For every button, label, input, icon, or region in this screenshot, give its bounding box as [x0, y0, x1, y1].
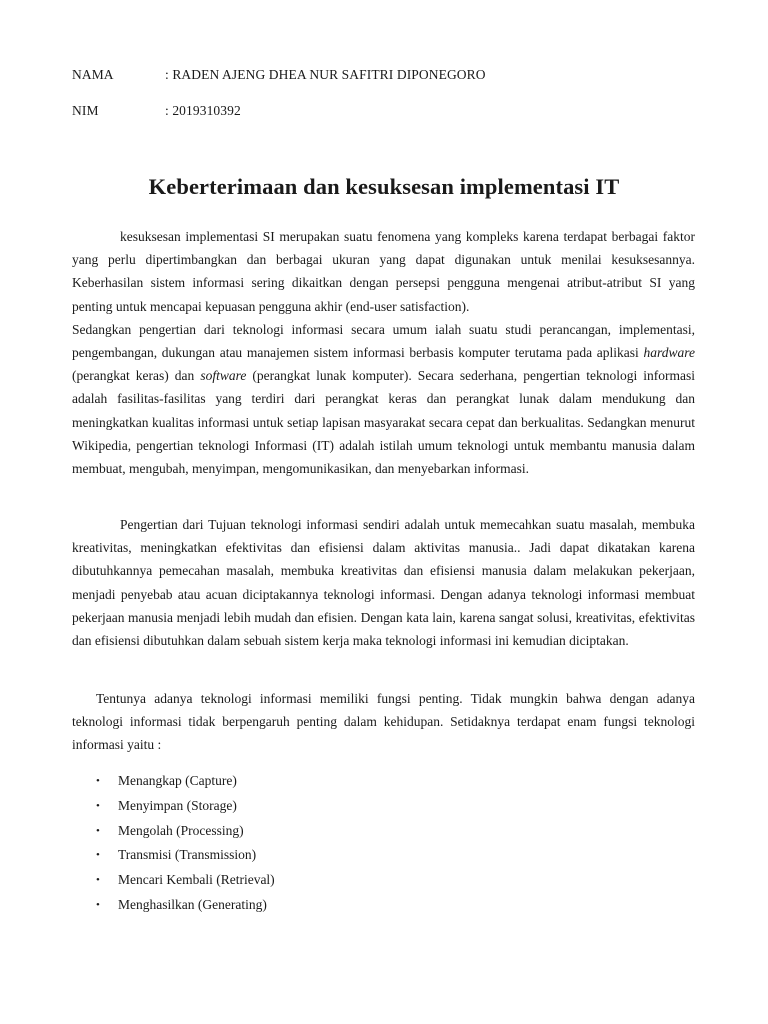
bullet-icon: • — [96, 849, 100, 862]
nim-label: NIM — [72, 103, 99, 118]
list-item — [72, 769, 275, 794]
bullet-icon: • — [96, 824, 100, 837]
list-item — [72, 843, 275, 868]
list-item-label: Menyimpan (Storage) — [118, 797, 237, 813]
list-item-label: Menangkap (Capture) — [118, 773, 237, 788]
name-value: : RADEN AJENG DHEA NUR SAFITRI DIPONEGORO — [165, 67, 486, 82]
list-item — [72, 794, 275, 819]
list-item-label: Transmisi (Transmission) — [118, 847, 257, 863]
nim-value: : 2019310392 — [165, 103, 241, 118]
list-item-label: Mengolah (Processing) — [118, 822, 244, 838]
list-item-label: Mencari Kembali (Retrieval) — [118, 872, 275, 888]
name-row — [72, 67, 486, 83]
list-item — [72, 819, 275, 844]
nim-row — [72, 103, 241, 119]
list-item — [72, 893, 275, 918]
bullet-icon: • — [96, 874, 100, 887]
bullet-icon: • — [96, 898, 100, 911]
body-block-1 — [72, 225, 695, 480]
paragraph-2-part-b: (perangkat keras) dan — [72, 368, 201, 384]
document-title: Keberterimaan dan kesuksesan implementasi IT — [148, 174, 620, 199]
bullet-icon: • — [96, 799, 100, 812]
software-term: software — [200, 368, 247, 384]
paragraph-4: Tentunya adanya teknologi informasi memiliki fungsi penting. Tidak mungkin bahwa dengan adanya teknologi informasi tidak berpengaruh penting dalam kehidupan. Setidaknya terdapat enam fungsi teknologi informasi yaitu : — [72, 691, 695, 753]
paragraph-1: kesuksesan implementasi SI merupakan suatu fenomena yang kompleks karena terdapat berbagai faktor yang perlu dipertimbangkan dan berbagai ukuran yang dapat digunakan untuk menilai kesuksesannya. Keberhasilan sistem informasi sering dikaitkan dengan persepsi pengguna mengenai atribut-atribut SI yang penting untuk mencapai kepuasan pengguna akhir (end-user satisfaction). — [72, 229, 695, 314]
paragraph-2 — [72, 318, 695, 480]
paragraph-3: Pengertian dari Tujuan teknologi informasi sendiri adalah untuk memecahkan suatu masalah, membuka kreativitas, meningkatkan efektivitas dan efisiensi dalam aktivitas manusia.. Jadi dapat dikatakan karena dibutuhkannya pemecahan masalah, membuka kreativitas dan efisiensi manusia dalam melakukan pekerjaan, menjadi penyebab atau acuan diciptakannya teknologi informasi. Dengan adanya teknologi informasi membuat pekerjaan manusia menjadi lebih mudah dan efisien. Dengan kata lain, karena sangat solusi, kreativitas, efektivitas dan efisiensi dibutuhkan dalam sebuah sistem kerja maka teknologi informasi ini kemudian diciptakan. — [72, 517, 695, 649]
name-label: NAMA — [72, 67, 114, 82]
list-item — [72, 868, 275, 893]
bullet-icon: • — [96, 775, 100, 787]
hardware-term: hardware — [643, 345, 695, 361]
functions-list — [72, 769, 275, 918]
list-item-label: Menghasilkan (Generating) — [118, 896, 267, 912]
paragraph-2-part-a: Sedangkan pengertian dari teknologi informasi secara umum ialah suatu studi perancangan, implementasi, pengembangan, dukungan atau manajemen sistem informasi berbasis komputer terutama pada aplikasi — [72, 321, 695, 361]
paragraph-2-part-c: (perangkat lunak komputer). Secara sederhana, pengertian teknologi informasi adalah fasilitas-fasilitas yang terdiri dari perangkat keras dan perangkat lunak dalam mendukung dan meningkatkan kualitas informasi untuk setiap lapisan masyarakat secara cepat dan berkualitas. Sedangkan menurut Wikipedia, pengertian teknologi Informasi (IT) adalah istilah umum teknologi untuk membantu manusia dalam membuat, mengubah, menyimpan, mengomunikasikan, dan menyebarkan informasi. — [72, 368, 695, 477]
